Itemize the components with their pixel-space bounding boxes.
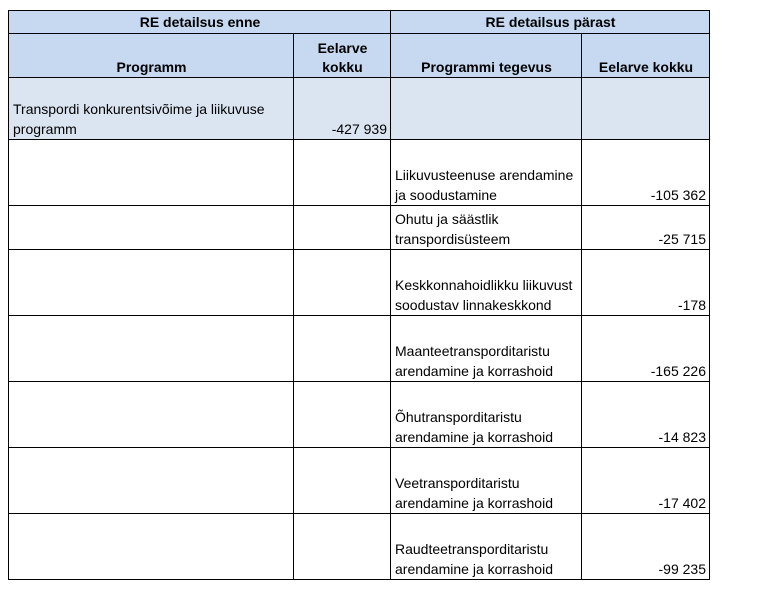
- table-row: [9, 448, 710, 514]
- column-header-row: [9, 34, 710, 78]
- table-row: [9, 514, 710, 580]
- activity-budget: -25 715: [582, 206, 710, 250]
- program-activity-empty: [391, 78, 582, 140]
- empty-cell: [9, 382, 294, 448]
- table-row: [9, 250, 710, 316]
- activity-name: Raudteetransporditaristu arendamine ja korrashoid: [391, 514, 582, 580]
- activity-budget: -178: [582, 250, 710, 316]
- activity-name: Veetransporditaristu arendamine ja korrashoid: [391, 448, 582, 514]
- program-budget-after-empty: [582, 78, 710, 140]
- empty-cell: [9, 448, 294, 514]
- activity-budget: -14 823: [582, 382, 710, 448]
- empty-cell: [294, 206, 391, 250]
- activity-name: Maanteetransporditaristu arendamine ja korrashoid: [391, 316, 582, 382]
- empty-cell: [294, 316, 391, 382]
- budget-table: [8, 10, 710, 580]
- empty-cell: [294, 514, 391, 580]
- activity-budget: -17 402: [582, 448, 710, 514]
- empty-cell: [294, 140, 391, 206]
- header-before: RE detailsus enne: [9, 11, 391, 34]
- empty-cell: [9, 206, 294, 250]
- group-header-row: [9, 11, 710, 34]
- header-after: RE detailsus pärast: [391, 11, 710, 34]
- activity-name: Keskkonnahoidlikku liikuvust soodustav linnakeskkond: [391, 250, 582, 316]
- program-row: [9, 78, 710, 140]
- activity-name: Ohutu ja säästlik transpordisüsteem: [391, 206, 582, 250]
- col-header-eelarve-after: Eelarve kokku: [582, 34, 710, 78]
- empty-cell: [9, 140, 294, 206]
- empty-cell: [294, 250, 391, 316]
- activity-budget: -165 226: [582, 316, 710, 382]
- program-budget-cell: -427 939: [294, 78, 391, 140]
- activity-budget: -105 362: [582, 140, 710, 206]
- program-name-cell: Transpordi konkurentsivõime ja liikuvuse programm: [9, 78, 294, 140]
- activity-name: Õhutransporditaristu arendamine ja korrashoid: [391, 382, 582, 448]
- activity-budget: -99 235: [582, 514, 710, 580]
- activity-name: Liikuvusteenuse arendamine ja soodustamine: [391, 140, 582, 206]
- table-row: [9, 316, 710, 382]
- table-row: [9, 140, 710, 206]
- empty-cell: [9, 316, 294, 382]
- col-header-tegevus: Programmi tegevus: [391, 34, 582, 78]
- col-header-programm: Programm: [9, 34, 294, 78]
- empty-cell: [294, 382, 391, 448]
- empty-cell: [9, 514, 294, 580]
- table-row: [9, 206, 710, 250]
- col-header-eelarve-before: Eelarve kokku: [294, 34, 391, 78]
- table-row: [9, 382, 710, 448]
- empty-cell: [9, 250, 294, 316]
- empty-cell: [294, 448, 391, 514]
